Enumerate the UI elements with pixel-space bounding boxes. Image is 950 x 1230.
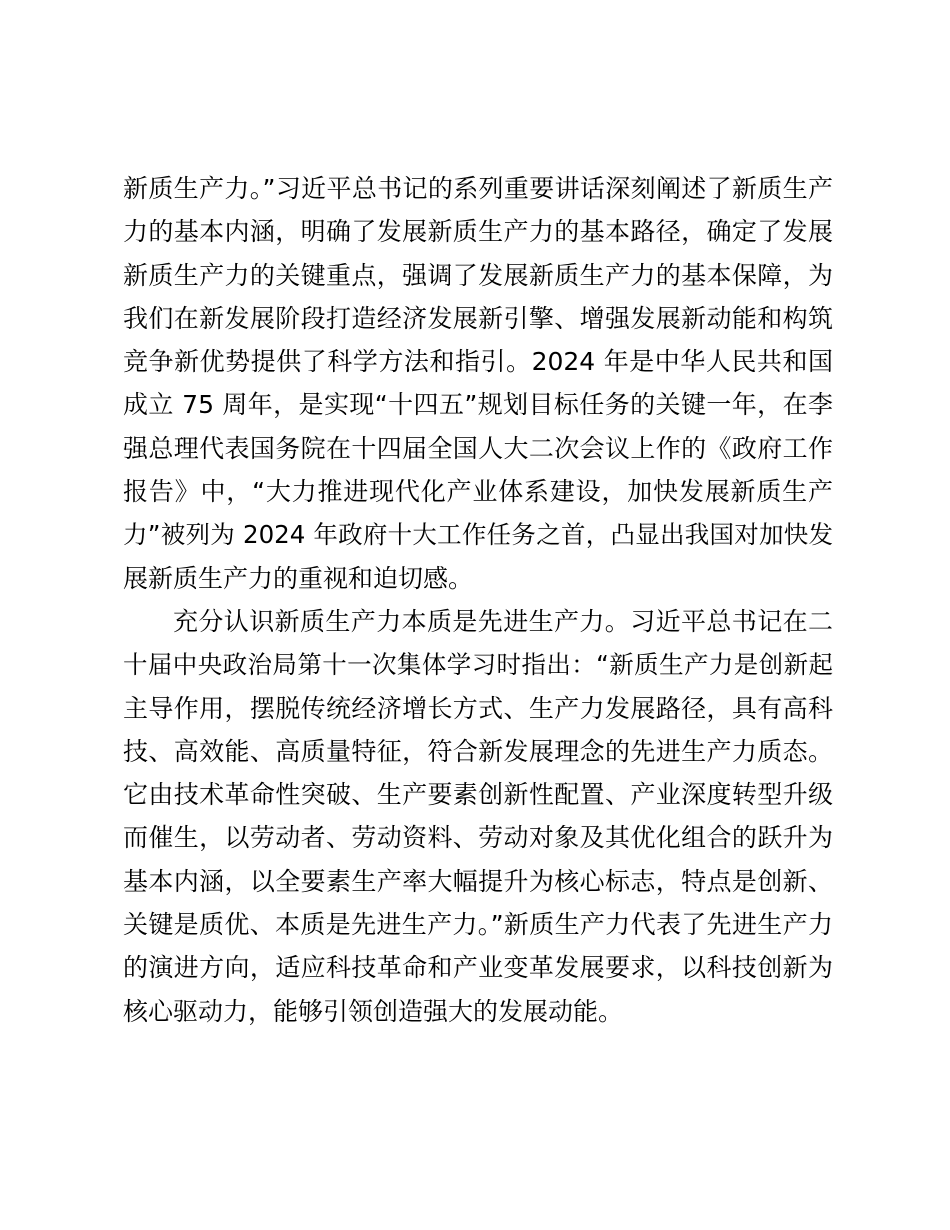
paragraph-line: 成立 75 周年，是实现“十四五”规划目标任务的关键一年，在李: [123, 390, 833, 420]
paragraph-line: 它由技术革命性突破、生产要素创新性配置、产业深度转型升级: [123, 780, 833, 810]
paragraph-line: 新质生产力。”习近平总书记的系列重要讲话深刻阐述了新质生产: [123, 174, 833, 203]
paragraph-line: 竞争新优势提供了科学方法和指引。2024 年是中华人民共和国: [123, 347, 833, 377]
paragraph-line: 强总理代表国务院在十四届全国人大二次会议上作的《政府工作: [123, 433, 833, 463]
paragraph-1: [123, 167, 833, 600]
paragraph-line: 十届中央政治局第十一次集体学习时指出：“新质生产力是创新起: [123, 650, 833, 680]
paragraph-line: 关键是质优、本质是先进生产力。”新质生产力代表了先进生产力: [123, 910, 833, 940]
document-body: [123, 167, 833, 1033]
paragraph-line: 核心驱动力，能够引领创造强大的发展动能。: [123, 996, 624, 1026]
paragraph-line: 充分认识新质生产力本质是先进生产力。习近平总书记在二: [173, 606, 833, 636]
paragraph-line: 我们在新发展阶段打造经济发展新引擎、增强发展新动能和构筑: [123, 303, 833, 333]
paragraph-2: [123, 600, 833, 1033]
paragraph-line: 而催生，以劳动者、劳动资料、劳动对象及其优化组合的跃升为: [123, 823, 833, 853]
paragraph-line: 新质生产力的关键重点，强调了发展新质生产力的基本保障，为: [123, 260, 833, 290]
paragraph-line: 的演进方向，适应科技革命和产业变革发展要求，以科技创新为: [123, 953, 833, 983]
paragraph-line: 主导作用，摆脱传统经济增长方式、生产力发展路径，具有高科: [123, 693, 833, 723]
paragraph-line: 力”被列为 2024 年政府十大工作任务之首，凸显出我国对加快发: [123, 520, 833, 550]
paragraph-line: 展新质生产力的重视和迫切感。: [123, 563, 474, 593]
paragraph-line: 技、高效能、高质量特征，符合新发展理念的先进生产力质态。: [123, 736, 833, 766]
paragraph-line: 报告》中，“大力推进现代化产业体系建设，加快发展新质生产: [123, 477, 833, 507]
paragraph-line: 力的基本内涵，明确了发展新质生产力的基本路径，确定了发展: [123, 217, 833, 247]
paragraph-line: 基本内涵，以全要素生产率大幅提升为核心标志，特点是创新、: [123, 866, 833, 896]
